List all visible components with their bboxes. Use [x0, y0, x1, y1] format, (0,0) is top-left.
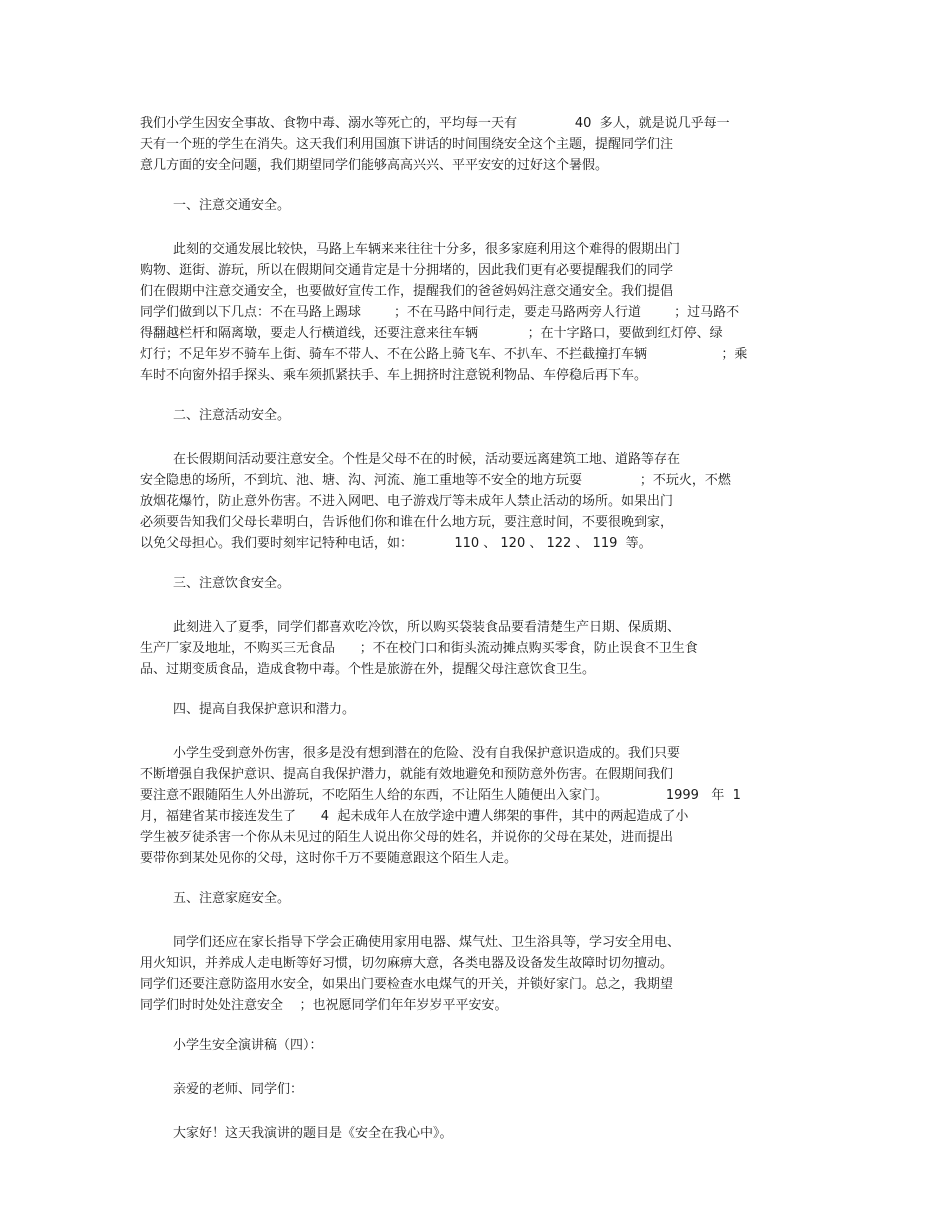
text-line: 此刻的交通发展比较快，马路上车辆来来往往十分多，很多家庭利用这个难得的假期出门 [173, 242, 681, 257]
section-heading-food: 三、注意饮食安全。 [173, 576, 291, 591]
section-body-food [140, 617, 800, 680]
text-line: 在长假期间活动要注意安全。个性是父母不在的时候，活动要远离建筑工地、道路等存在 [173, 452, 681, 467]
text-line: 得翻越栏杆和隔离墩，要走人行横道线，还要注意来往车辆 ；在十字路口，要做到红灯停、绿 [140, 326, 723, 341]
text-line: 生产厂家及地址，不购买三无食品 ；不在校门口和街头流动摊点购买零食，防止误食不卫生食 [140, 641, 698, 656]
section-body-self-protection [140, 743, 800, 869]
text-line: 车时不向窗外招手探头、乘车须抓紧扶手、车上拥挤时注意锐利物品、车停稳后再下车。 [140, 368, 648, 383]
text-line: 此刻进入了夏季，同学们都喜欢吃冷饮，所以购买袋装食品要看清楚生产日期、保质期、 [173, 620, 681, 635]
text-line: 灯行；不足年岁不骑车上街、骑车不带人、不在公路上骑飞车、不扒车、不拦截撞打车辆 ；乘 [140, 347, 748, 362]
text-line: 同学们还要注意防盗用水安全，如果出门要检查水电煤气的开关，并锁好家门。总之，我期望 [140, 977, 674, 992]
section-body-home [140, 932, 800, 1016]
text-line: 同学们时时处处注意安全 ；也祝愿同学们年年岁岁平平安安。 [140, 998, 508, 1013]
text-line: 必须要告知我们父母长辈明白，告诉他们你和谁在什么地方玩，要注意时间，不要很晚到家， [140, 515, 674, 530]
text-line: 我们小学生因安全事故、食物中毒、溺水等死亡的，平均每一天有 40 多人，就是说几乎每一 [140, 116, 730, 131]
text-line: 品、过期变质食品，造成食物中毒。个性是旅游在外，提醒父母注意饮食卫生。 [140, 662, 596, 677]
text-line: 同学们做到以下几点：不在马路上踢球 ；不在马路中间行走，要走马路两旁人行道 ；过马路不 [140, 305, 740, 320]
section-heading-home: 五、注意家庭安全。 [173, 891, 291, 906]
section-heading-traffic: 一、注意交通安全。 [173, 198, 291, 213]
text-line: 学生被歹徒杀害一个你从未见过的陌生人说出你父母的姓名，并说你的父母在某处，进而提出 [140, 830, 674, 845]
text-line: 要带你到某处见你的父母，这时你千万不要随意跟这个陌生人走。 [140, 851, 518, 866]
speech-opening: 大家好！这天我演讲的题目是《安全在我心中》。 [173, 1126, 453, 1141]
intro-paragraph [140, 113, 800, 176]
text-line: 月，福建省某市接连发生了 4 起未成年人在放学途中遭人绑架的事件，其中的两起造成了小 [140, 809, 689, 824]
text-line: 用火知识，并养成人走电断等好习惯，切勿麻痹大意，各类电器及设备发生故障时切勿擅动。 [140, 956, 674, 971]
text-line: 以免父母担心。我们要时刻牢记特种电话，如： 110 、 120 、 122 、 119 等。 [140, 536, 652, 551]
text-line: 放烟花爆竹，防止意外伤害。不进入网吧、电子游戏厅等未成年人禁止活动的场所。如果出门 [140, 494, 674, 509]
text-line: 要注意不跟随陌生人外出游玩，不吃陌生人给的东西，不让陌生人随便出入家门。 1999 年 1 [140, 788, 741, 803]
document-body [140, 113, 800, 1144]
speech-greeting: 亲爱的老师、同学们： [173, 1082, 304, 1097]
text-line: 不断增强自我保护意识、提高自我保护潜力，就能有效地避免和预防意外伤害。在假期间我们 [140, 767, 674, 782]
section-body-traffic [140, 239, 800, 386]
text-line: 安全隐患的场所，不到坑、池、塘、沟、河流、施工重地等不安全的地方玩耍 ；不玩火，不燃 [140, 473, 731, 488]
section-heading-activity: 二、注意活动安全。 [173, 408, 291, 423]
text-line: 天有一个班的学生在消失。这天我们利用国旗下讲话的时间围绕安全这个主题，提醒同学们注 [140, 137, 674, 152]
section-body-activity [140, 449, 800, 554]
text-line: 们在假期中注意交通安全，也要做好宣传工作，提醒我们的爸爸妈妈注意交通安全。我们提倡 [140, 284, 674, 299]
speech-title: 小学生安全演讲稿（四）： [173, 1038, 323, 1053]
section-heading-self-protection: 四、提高自我保护意识和潜力。 [173, 702, 356, 717]
text-line: 意几方面的安全问题，我们期望同学们能够高高兴兴、平平安安的过好这个暑假。 [140, 158, 609, 173]
text-line: 小学生受到意外伤害，很多是没有想到潜在的危险、没有自我保护意识造成的。我们只要 [173, 746, 681, 761]
text-line: 购物、逛街、游玩，所以在假期间交通肯定是十分拥堵的，因此我们更有必要提醒我们的同学 [140, 263, 674, 278]
text-line: 同学们还应在家长指导下学会正确使用家用电器、煤气灶、卫生浴具等，学习安全用电、 [173, 935, 681, 950]
